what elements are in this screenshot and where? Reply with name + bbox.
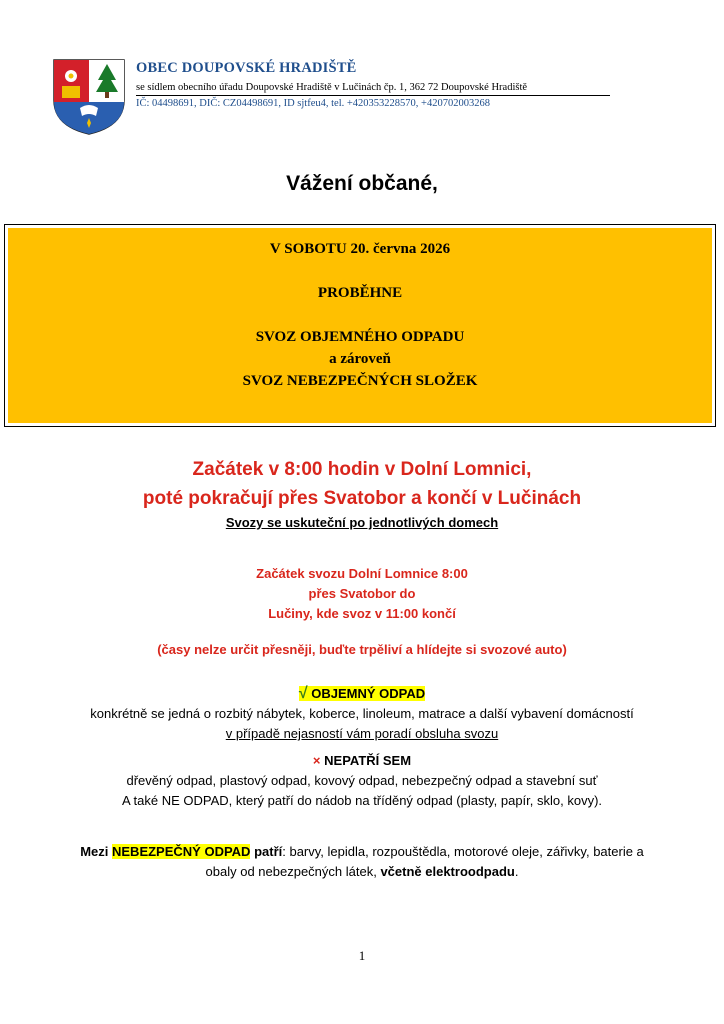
bulky-section: [0, 684, 724, 744]
route-line3: Lučiny, kde svoz v 11:00 končí: [268, 606, 456, 621]
excluded-heading: [0, 751, 724, 771]
route-line2: přes Svatobor do: [308, 586, 416, 601]
times-note: (časy nelze určit přesněji, buďte trpěliví a hlídejte si svozové auto): [157, 642, 567, 657]
excluded-line1: dřevěný odpad, plastový odpad, kovový odpad, nebezpečný odpad a stavební suť: [126, 773, 598, 788]
org-name: OBEC DOUPOVSKÉ HRADIŠTĚ: [136, 60, 357, 76]
hazardous-belongs: patří: [254, 844, 283, 859]
notice-box-fill: [8, 228, 712, 423]
org-address: se sídlem obecního úřadu Doupovské Hradiště v Lučinách čp. 1, 362 72 Doupovské Hradiště: [136, 82, 610, 96]
excluded-label: NEPATŘÍ SEM: [324, 753, 412, 768]
hazardous-list1: : barvy, lepidla, rozpouštědla, motorové oleje, zářivky, baterie a: [282, 844, 644, 859]
hazardous-prefix: Mezi: [80, 844, 109, 859]
page-number: 1: [358, 948, 366, 963]
org-ids: IČ: 04498691, DIČ: CZ04498691, ID sjtfeu4, tel. +420353228570, +420702003268: [136, 98, 490, 109]
excluded-line2: A také NE ODPAD, který patří do nádob na tříděný odpad (plasty, papír, sklo, kovy).: [121, 793, 603, 808]
letterhead-text: [136, 60, 610, 109]
excluded-section: [0, 751, 724, 811]
hazardous-end: .: [514, 864, 519, 879]
letterhead: [50, 56, 610, 136]
notice-hazardous-collection: SVOZ NEBEZPEČNÝCH SLOŽEK: [242, 373, 478, 389]
cross-icon: ×: [312, 753, 321, 768]
route-line1: Začátek svozu Dolní Lomnice 8:00: [256, 566, 468, 581]
coat-of-arms-icon: [50, 56, 128, 136]
bulky-heading-highlight: [299, 686, 425, 701]
greeting: Vážení občané,: [286, 172, 438, 195]
bulky-description: konkrétně se jedná o rozbitý nábytek, koberce, linoleum, matrace a další vybavení domácností: [90, 706, 634, 721]
notice-and: a zároveň: [329, 351, 391, 367]
hazardous-line1: [0, 842, 724, 862]
notice-box: [4, 224, 716, 427]
bulky-label: OBJEMNÝ ODPAD: [311, 686, 426, 701]
hazardous-list2: obaly od nebezpečných látek,: [205, 864, 377, 879]
notice-bulky-collection: SVOZ OBJEMNÉHO ODPADU: [255, 329, 465, 345]
notice-will-take-place: PROBĚHNE: [317, 285, 403, 301]
hazardous-section: [0, 842, 724, 882]
hazardous-label: NEBEZPEČNÝ ODPAD: [112, 844, 251, 859]
bulky-help: v případě nejasností vám poradí obsluha svozu: [225, 726, 499, 741]
bulky-heading: [0, 684, 724, 704]
schedule-title-line2: poté pokračují přes Svatobor a končí v Lučinách: [142, 488, 582, 509]
notice-date: V SOBOTU 20. června 2026: [269, 241, 451, 257]
house-note: Svozy se uskuteční po jednotlivých domech: [225, 515, 499, 530]
hazardous-electro: včetně elektroodpadu: [380, 864, 515, 879]
schedule-title: [0, 455, 724, 533]
route-info: [0, 564, 724, 624]
hazardous-line2: [0, 862, 724, 882]
schedule-title-line1: Začátek v 8:00 hodin v Dolní Lomnici,: [192, 459, 532, 480]
checkmark-icon: √: [298, 685, 308, 702]
